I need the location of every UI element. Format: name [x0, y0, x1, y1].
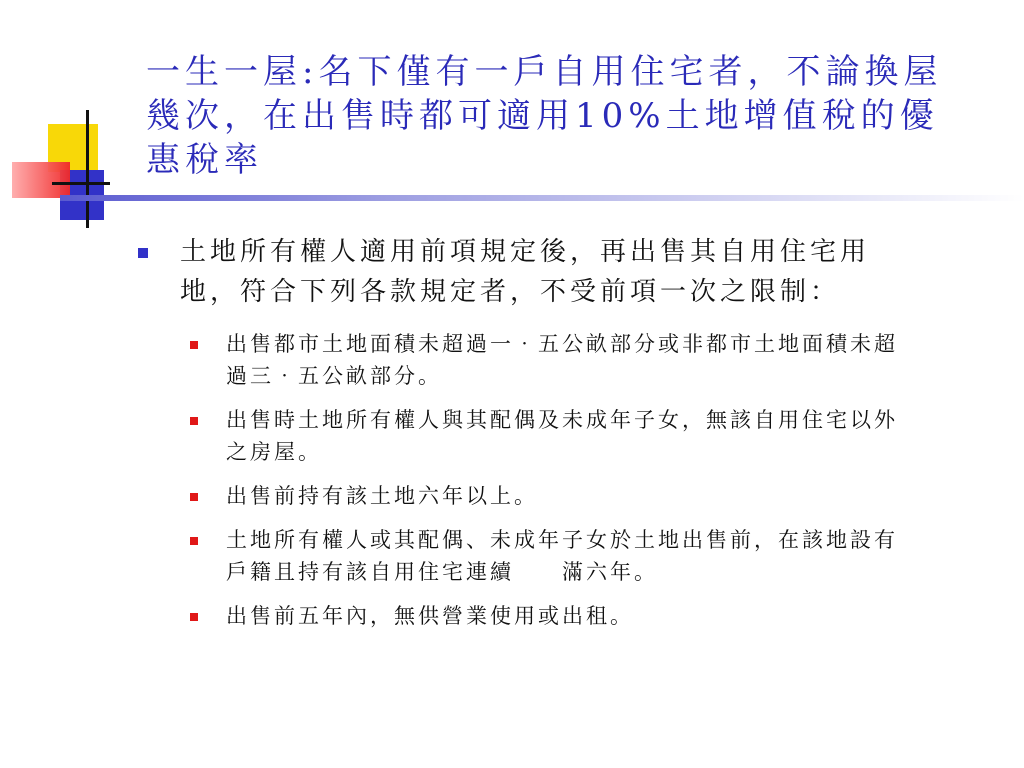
- square-bullet-icon: [190, 613, 198, 621]
- sub-bullet-item: [190, 480, 918, 512]
- square-bullet-icon: [190, 341, 198, 349]
- sub-bullet-text: 出售前持有該土地六年以上。: [226, 484, 538, 508]
- title-underline-bar: [60, 195, 1024, 201]
- sub-bullet-item: [190, 524, 918, 588]
- sub-bullet-text: 土地所有權人或其配偶、未成年子女於土地出售前，在該地設有戶籍且持有該自用住宅連續: [226, 528, 898, 584]
- decorative-corner-graphic: [0, 0, 150, 240]
- sub-bullet-item: [190, 600, 918, 632]
- square-bullet-icon: [138, 248, 148, 258]
- slide-title: 一生一屋:名下僅有一戶自用住宅者，不論換屋幾次，在出售時都可適用10%土地增值稅的優惠稅率: [146, 52, 943, 180]
- sub-bullet-item: [190, 404, 918, 468]
- sub-bullet-item: [190, 328, 918, 392]
- sub-bullet-text: 出售前五年內，無供營業使用或出租。: [226, 604, 634, 628]
- red-gradient-bar: [12, 162, 70, 198]
- level1-bullet-item: [138, 232, 918, 312]
- square-bullet-icon: [190, 493, 198, 501]
- vertical-line: [86, 110, 89, 228]
- square-bullet-icon: [190, 537, 198, 545]
- horizontal-line: [52, 182, 110, 185]
- square-bullet-icon: [190, 417, 198, 425]
- slide-body: [138, 232, 918, 644]
- sub-bullet-text: 出售時土地所有權人與其配偶及未成年子女，無該自用住宅以外之房屋。: [226, 408, 898, 464]
- sub-bullet-text: 出售都市土地面積未超過一‧五公畝部分或非都市土地面積未超過三‧五公畝部分。: [226, 332, 898, 388]
- level1-bullet-text: 土地所有權人適用前項規定後，再出售其自用住宅用地，符合下列各款規定者，不受前項一次之限制：: [180, 237, 871, 307]
- sub-bullet-text-continued: 滿六年。: [562, 560, 658, 584]
- sub-bullet-list: [138, 328, 918, 632]
